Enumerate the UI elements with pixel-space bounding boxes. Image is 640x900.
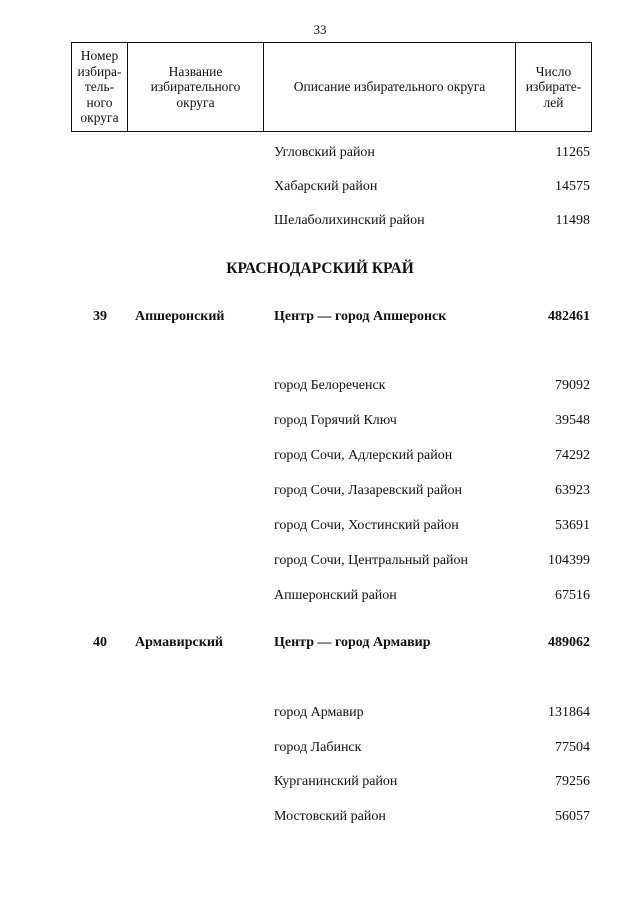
row-description: город Сочи, Хостинский район <box>274 518 459 533</box>
row-voters: 53691 <box>555 518 590 533</box>
row-description: город Сочи, Адлерский район <box>274 448 453 463</box>
header-description: Описание избирательного округа <box>264 43 516 132</box>
row-voters: 56057 <box>555 809 590 824</box>
row-voters: 74292 <box>555 448 590 463</box>
row-voters: 79256 <box>555 774 590 789</box>
row-description: город Сочи, Центральный район <box>274 553 469 568</box>
district-center: Центр — город Апшеронск <box>274 309 447 324</box>
row-description: город Белореченск <box>274 378 386 393</box>
row-voters: 11265 <box>555 145 590 160</box>
row-description: город Армавир <box>274 705 364 720</box>
row-voters: 11498 <box>555 213 590 228</box>
district-name: Армавирский <box>135 635 223 650</box>
page-number: 33 <box>313 22 327 37</box>
table-header <box>71 42 592 132</box>
row-description: Курганинский район <box>274 774 398 789</box>
row-description: Апшеронский район <box>274 588 397 603</box>
row-voters: 14575 <box>555 179 590 194</box>
row-description: Хабарский район <box>274 179 378 194</box>
row-description: Шелаболихинский район <box>274 213 425 228</box>
header-number: Номер избира- тель- ного округа <box>72 43 128 132</box>
row-voters: 77504 <box>555 740 590 755</box>
row-voters: 67516 <box>555 588 590 603</box>
row-description: город Горячий Ключ <box>274 413 397 428</box>
row-description: город Сочи, Лазаревский район <box>274 483 463 498</box>
district-total: 482461 <box>548 309 590 324</box>
region-title: КРАСНОДАРСКИЙ КРАЙ <box>226 260 414 277</box>
row-voters: 39548 <box>555 413 590 428</box>
district-number: 40 <box>93 635 107 650</box>
district-total: 489062 <box>548 635 590 650</box>
district-number: 39 <box>93 309 107 324</box>
row-voters: 63923 <box>555 483 590 498</box>
header-name: Название избирательного округа <box>128 43 264 132</box>
row-voters: 79092 <box>555 378 590 393</box>
row-voters: 131864 <box>548 705 590 720</box>
row-description: Мостовский район <box>274 809 386 824</box>
row-description: город Лабинск <box>274 740 362 755</box>
row-description: Угловский район <box>274 145 375 160</box>
district-name: Апшеронский <box>135 309 225 324</box>
row-voters: 104399 <box>548 553 590 568</box>
header-voters: Число избирате- лей <box>516 43 592 132</box>
district-center: Центр — город Армавир <box>274 635 431 650</box>
